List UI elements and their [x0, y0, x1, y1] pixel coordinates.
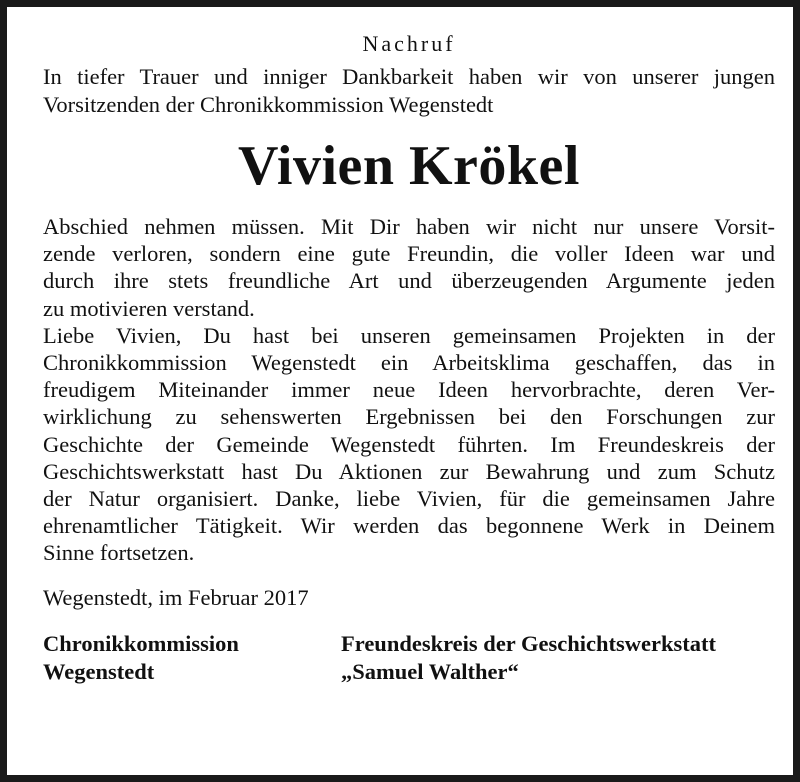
body-line: Abschied nehmen müssen. Mit Dir haben wir nicht nur unsere Vorsit- — [43, 214, 775, 239]
obituary-body — [43, 213, 775, 566]
signature-line: „Samuel Walther“ — [341, 659, 519, 685]
body-line: ehrenamtlicher Tätigkeit. Wir werden das begonnene Werk in Deinem — [43, 513, 775, 539]
body-line: Chronikkommission Wegenstedt ein Arbeitsklima geschaffen, das in — [43, 349, 775, 375]
intro-text — [43, 63, 775, 119]
place-date: Wegenstedt, im Februar 2017 — [43, 585, 309, 611]
signature-line: Freundeskreis der Geschichtswerkstatt — [341, 631, 716, 657]
body-line: zu motivieren verstand. — [43, 295, 255, 321]
body-line: Geschichtswerkstatt hast Du Aktionen zur Bewahrung und zum Schutz — [43, 458, 775, 484]
body-line: Liebe Vivien, Du hast bei unseren gemeinsamen Projekten in der — [43, 322, 775, 348]
intro-line: Vorsitzenden der Chronikkommission Wegenstedt — [43, 92, 494, 117]
body-line: freudigem Miteinander immer neue Ideen hervorbrachte, deren Ver- — [43, 377, 775, 403]
signature-right — [341, 630, 716, 686]
signature-left — [43, 630, 239, 686]
body-line: wirklichung zu sehenswerten Ergebnissen bei den Forschungen zur — [43, 404, 775, 430]
body-line: durch ihre stets freundliche Art und überzeugenden Argumente jeden — [43, 268, 775, 294]
obituary-content — [43, 29, 775, 694]
obituary-title: Nachruf — [362, 31, 456, 56]
deceased-name: Vivien Krökel — [238, 135, 580, 197]
body-line: der Natur organisiert. Danke, liebe Vivien, für die gemeinsamen Jahre — [43, 485, 775, 511]
body-line: Sinne fortsetzen. — [43, 540, 195, 566]
signatures — [43, 630, 775, 694]
body-line: zende verloren, sondern eine gute Freundin, die voller Ideen war und — [43, 241, 775, 267]
signature-line: Chronikkommission — [43, 631, 239, 657]
body-line: Geschichte der Gemeinde Wegenstedt führten. Im Freundeskreis der — [43, 431, 775, 457]
signature-line: Wegenstedt — [43, 659, 155, 685]
intro-line: In tiefer Trauer und inniger Dankbarkeit haben wir von unserer jungen — [43, 64, 775, 89]
